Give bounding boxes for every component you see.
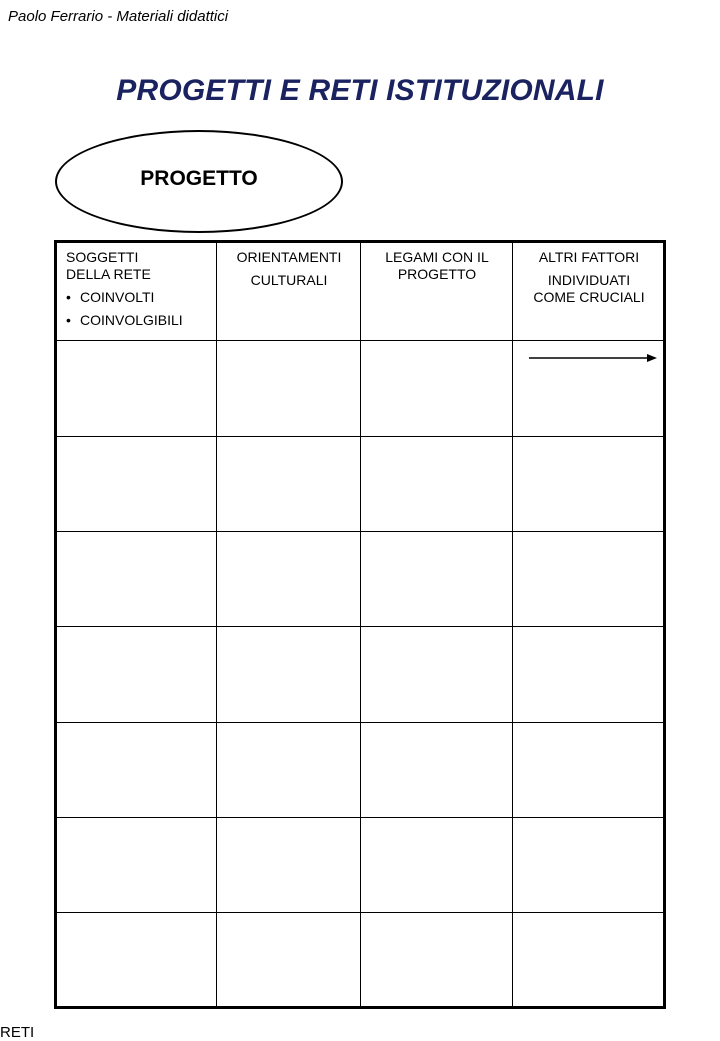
header-line: PROGETTO [397, 266, 477, 282]
column-divider [216, 243, 217, 1006]
page-title: PROGETTI E RETI ISTITUZIONALI [116, 74, 604, 107]
row-divider [57, 531, 663, 532]
header-line: ORIENTAMENTI [236, 249, 342, 265]
bullet-item [66, 312, 211, 329]
row-divider [57, 436, 663, 437]
row-divider [57, 722, 663, 723]
row-divider [57, 626, 663, 627]
bullet-icon: • [66, 312, 71, 328]
header-line: CULTURALI [250, 272, 328, 288]
arrow-right-icon [529, 353, 657, 363]
header-legami [362, 249, 512, 283]
header-line: LEGAMI CON IL [385, 249, 489, 265]
header-line: SOGGETTI [66, 249, 139, 265]
column-divider [360, 243, 361, 1006]
page-header: Paolo Ferrario - Materiali didattici [8, 8, 229, 25]
bullet-label: COINVOLGIBILI [80, 312, 183, 328]
page-footer: RETI [0, 1024, 35, 1041]
ellipse-label: PROGETTO [140, 166, 258, 190]
column-divider [512, 243, 513, 1006]
header-soggetti [66, 249, 211, 329]
header-line: COME CRUCIALI [533, 289, 645, 305]
header-line: ALTRI FATTORI [538, 249, 640, 265]
header-line: DELLA RETE [66, 266, 151, 282]
network-table [54, 240, 666, 1009]
row-divider [57, 817, 663, 818]
row-divider [57, 340, 663, 341]
bullet-icon: • [66, 289, 71, 305]
progetto-ellipse [55, 130, 343, 233]
bullet-label: COINVOLTI [80, 289, 155, 305]
header-orientamenti [218, 249, 360, 289]
header-line: INDIVIDUATI [547, 272, 631, 288]
bullet-item [66, 289, 211, 306]
row-divider [57, 912, 663, 913]
header-altri-fattori [514, 249, 664, 306]
